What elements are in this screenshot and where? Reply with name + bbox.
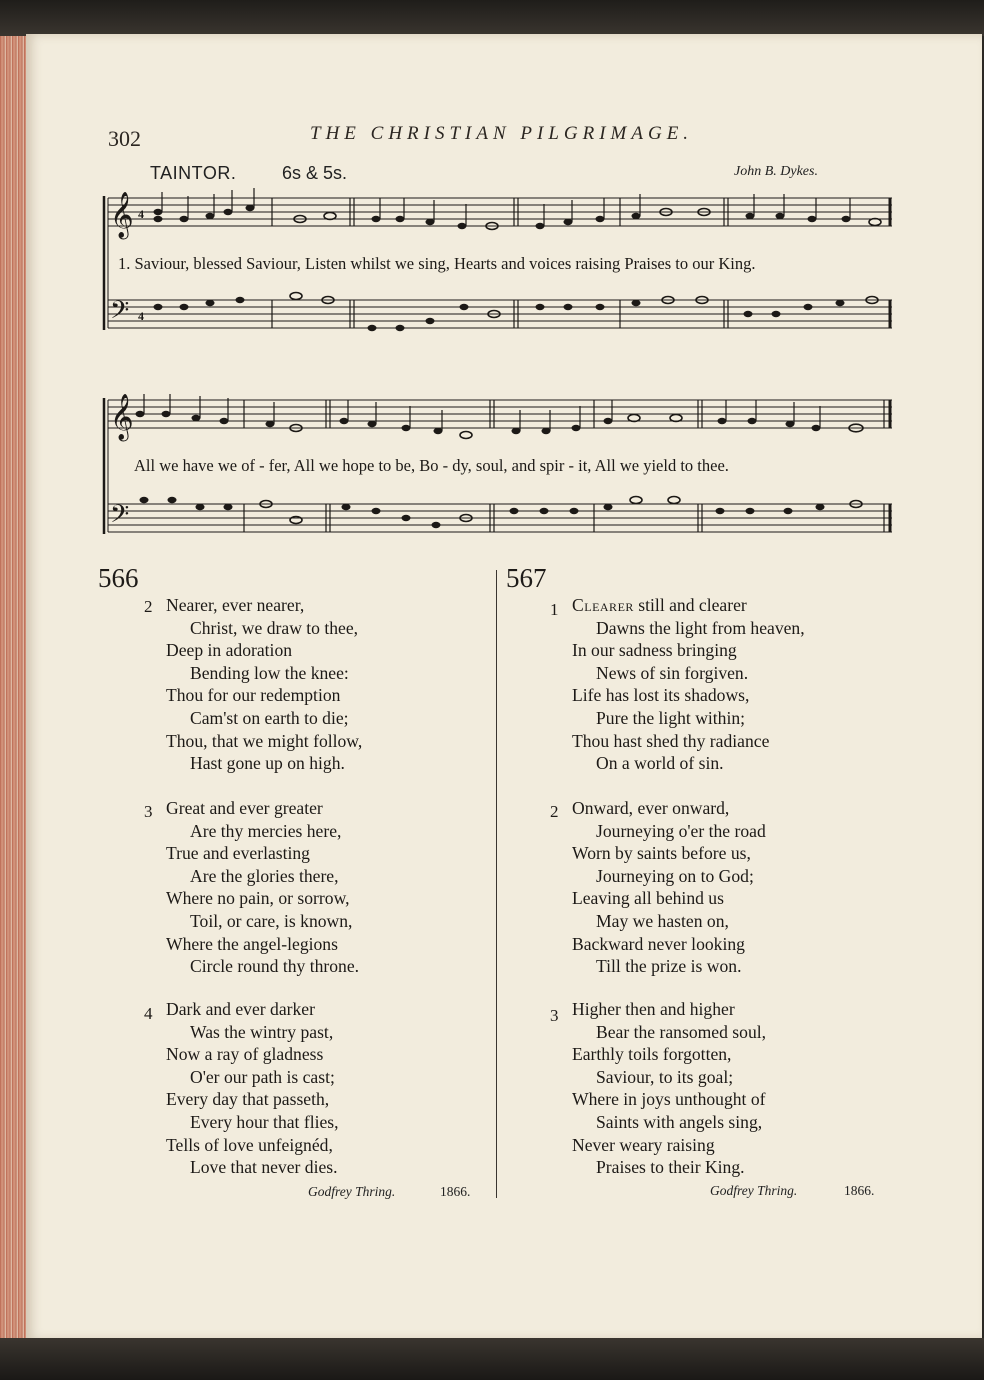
verse-line: Cam'st on earth to die; [190, 707, 349, 728]
verse-line: Are the glories there, [190, 865, 339, 886]
bass-notes-2 [140, 497, 863, 529]
verse-line: Thou, that we might follow, [166, 730, 363, 751]
book-cover-top [0, 0, 984, 36]
verse-line: Toil, or care, is known, [190, 910, 353, 931]
hymn-566-verse-4 [166, 998, 339, 1179]
svg-text:4: 4 [138, 207, 144, 221]
verse-line: May we hasten on, [596, 910, 729, 931]
verse-line: Life has lost its shadows, [572, 685, 750, 706]
column-divider [496, 570, 497, 1198]
verse-line: Love that never dies. [190, 1157, 338, 1178]
treble-stems-1 [162, 188, 850, 226]
bass-notes-1 [154, 293, 879, 332]
verse-line: Was the wintry past, [190, 1021, 334, 1042]
verse-line: Deep in adoration [166, 640, 293, 661]
first-word: Clearer [572, 595, 634, 615]
verse-line: In our sadness bringing [572, 640, 737, 661]
verse-line: Saints with angels sing, [596, 1111, 763, 1132]
verse-line: Where no pain, or sorrow, [166, 888, 350, 909]
verse-line: Thou for our redemption [166, 685, 341, 706]
verse-line: Every hour that flies, [190, 1111, 339, 1132]
verse-line: Circle round thy throne. [190, 956, 360, 977]
lyric-line-2: All we have we of - fer, All we hope to be, Bo - dy, soul, and spir - it, All we yield to thee. [134, 456, 729, 475]
hymn-566-year: 1866. [440, 1184, 471, 1199]
verse-line: Worn by saints before us, [572, 843, 751, 864]
verse-line: Pure the light within; [596, 707, 746, 728]
verse-line: Bear the ransomed soul, [596, 1021, 767, 1042]
verse-line: Journeying on to God; [596, 865, 754, 886]
verse-line: Backward never looking [572, 933, 745, 954]
verse-line: O'er our path is cast; [190, 1066, 335, 1087]
verse-line: Thou hast shed thy radiance [572, 730, 770, 751]
bass-clef: 𝄢 [110, 296, 130, 331]
hymn-566-verse-3 [166, 797, 359, 978]
verse-line: Higher then and higher [572, 999, 735, 1019]
verse-line: Never weary raising [572, 1134, 715, 1155]
verse-line: Every day that passeth, [166, 1089, 330, 1110]
verse-line: Nearer, ever nearer, [166, 595, 305, 615]
treble-clef: 𝄞 [110, 192, 134, 238]
verse-number: 1 [550, 600, 559, 619]
tune-name: TAINTOR. [150, 163, 237, 183]
verse-line: Christ, we draw to thee, [190, 617, 359, 638]
verse-line: Are thy mercies here, [190, 820, 342, 841]
verse-line: Now a ray of gladness [166, 1044, 324, 1065]
hymn-567-number: 567 [506, 563, 547, 593]
verse-line: Tells of love unfeignéd, [166, 1134, 333, 1155]
svg-text:𝄢: 𝄢 [110, 500, 130, 535]
verse-line: True and everlasting [166, 843, 310, 864]
verse-line: News of sin forgiven. [596, 662, 749, 683]
verse-number: 2 [550, 802, 559, 821]
hymn-567-verse-2 [572, 797, 766, 978]
verse-line: Bending low the knee: [190, 662, 349, 683]
book-cover-bottom [0, 1338, 984, 1380]
verse-line: Leaving all behind us [572, 888, 724, 909]
verse-line: Praises to their King. [596, 1157, 745, 1178]
verse-line: Where the angel-legions [166, 933, 338, 954]
verse-line: Where in joys unthought of [572, 1089, 766, 1110]
tune-composer: John B. Dykes. [734, 164, 818, 179]
page-number: 302 [108, 126, 141, 151]
verse-line: Till the prize is won. [596, 956, 742, 977]
hymn-567-verse-1 [572, 594, 805, 775]
verse-line: Earthly toils forgotten, [572, 1044, 732, 1065]
page-edges [0, 36, 26, 1338]
verse-line: Dark and ever darker [166, 999, 315, 1019]
lyric-line-1: 1. Saviour, blessed Saviour, Listen whilst we sing, Hearts and voices raising Praises to our King. [118, 254, 756, 273]
first-line-rest: still and clearer [633, 595, 747, 615]
tune-meter: 6s & 5s. [282, 163, 348, 183]
hymn-566-verse-2 [166, 594, 362, 775]
treble-notes-2 [136, 411, 864, 439]
verse-line: Saviour, to its goal; [596, 1066, 734, 1087]
hymn-567-verse-3 [572, 998, 766, 1179]
verse-number: 2 [144, 597, 153, 616]
verse-line: On a world of sin. [596, 753, 724, 774]
verse-number: 4 [144, 1004, 153, 1023]
hymn-567-author: Godfrey Thring. [710, 1183, 798, 1198]
verse-line: Great and ever greater [166, 798, 323, 818]
running-title: THE CHRISTIAN PILGRIMAGE. [310, 123, 694, 144]
hymn-566-number: 566 [98, 563, 139, 593]
verse-number: 3 [144, 802, 153, 821]
verse-number: 3 [550, 1006, 559, 1025]
svg-text:4: 4 [138, 309, 144, 323]
verse-line: Onward, ever onward, [572, 798, 730, 818]
hymn-567-year: 1866. [844, 1183, 875, 1198]
svg-text:𝄞: 𝄞 [110, 394, 134, 440]
verse-first-line [572, 594, 805, 617]
verse-line: Journeying o'er the road [596, 820, 766, 841]
verse-line: Dawns the light from heaven, [596, 617, 805, 638]
verse-line: Hast gone up on high. [190, 753, 345, 774]
hymn-566-author: Godfrey Thring. [308, 1184, 396, 1199]
